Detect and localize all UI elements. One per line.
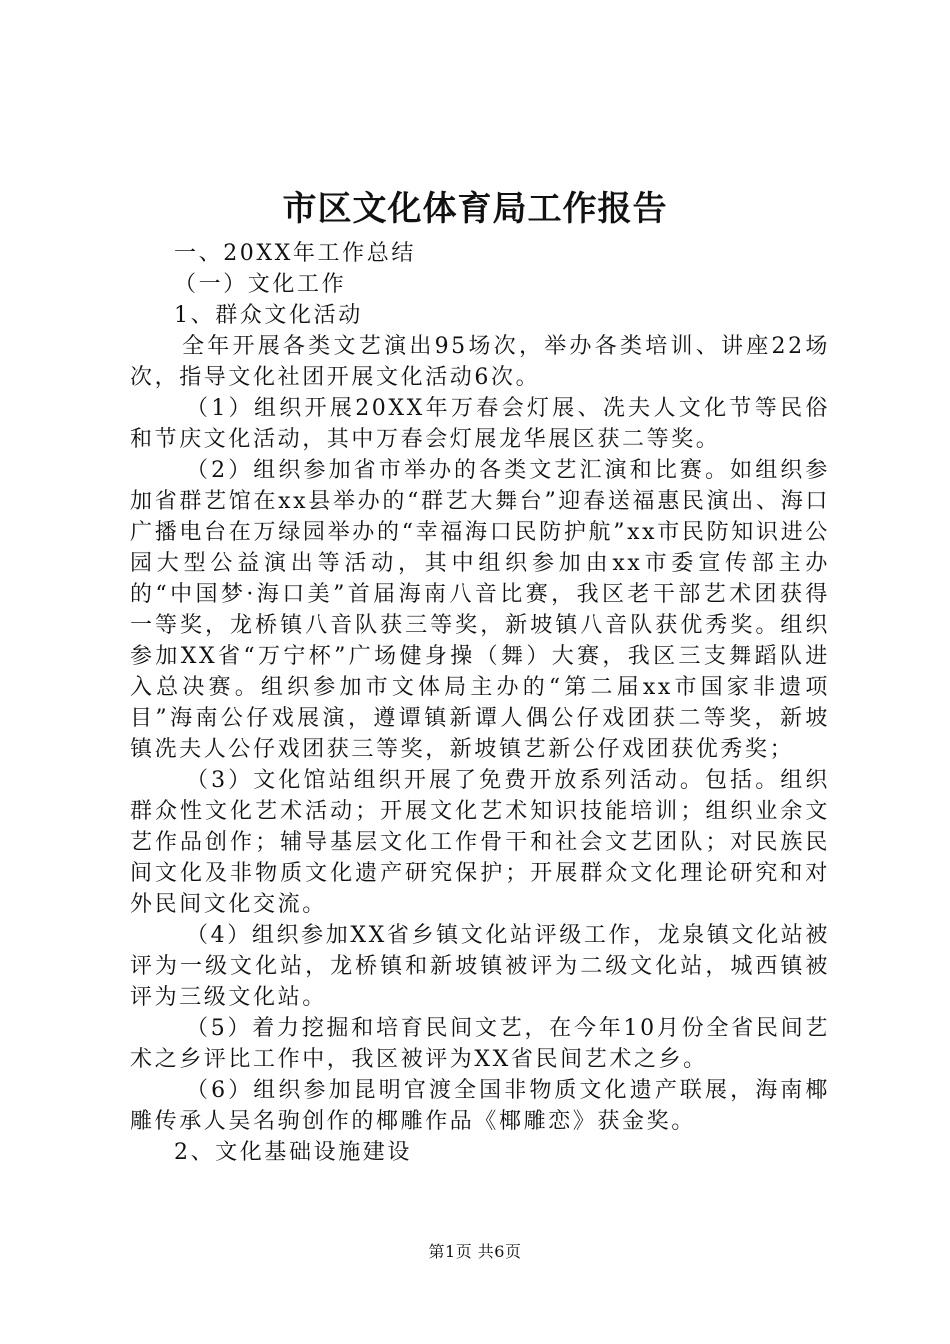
item-heading: 2、文化基础设施建设 (174, 1140, 412, 1165)
subsection-heading: （一）文化工作 (174, 272, 347, 297)
page-footer: 第1页 共6页 (428, 1242, 522, 1261)
section-heading: 一、20XX年工作总结 (174, 241, 416, 266)
body-paragraph: 全年开展各类文艺演出95场次，举办各类培训、讲座22场次，指导文化社团开展文化活动6次。 (130, 334, 830, 390)
body-paragraph: （6）组织参加昆明官渡全国非物质文化遗产联展，海南椰雕传承人吴名驹创作的椰雕作品《椰雕恋》获金奖。 (130, 1078, 830, 1134)
document-body (130, 238, 830, 1168)
body-paragraph: （4）组织参加XX省乡镇文化站评级工作，龙泉镇文化站被评为一级文化站，龙桥镇和新坡镇被评为二级文化站，城西镇被评为三级文化站。 (130, 923, 830, 1010)
body-paragraph: （2）组织参加省市举办的各类文艺汇演和比赛。如组织参加省群艺馆在xx县举办的“群艺大舞台”迎春送福惠民演出、海口广播电台在万绿园举办的“幸福海口民防护航”xx市民防知识进公园大型公益演出等活动，其中组织参加由xx市委宣传部主办的“中国梦·海口美”首届海南八音比赛，我区老干部艺术团获得一等奖，龙桥镇八音队获三等奖，新坡镇八音队获优秀奖。组织参加XX省“万宁杯”广场健身操（舞）大赛，我区三支舞蹈队进入总决赛。组织参加市文体局主办的“第二届xx市国家非遗项目”海南公仔戏展演，遵谭镇新谭人偶公仔戏团获二等奖，新坡镇冼夫人公仔戏团获三等奖，新坡镇艺新公仔戏团获优秀奖； (130, 458, 830, 762)
body-paragraph: （1）组织开展20XX年万春会灯展、冼夫人文化节等民俗和节庆文化活动，其中万春会灯展龙华展区获二等奖。 (130, 396, 830, 452)
body-paragraph: （3）文化馆站组织开展了免费开放系列活动。包括。组织群众性文化艺术活动；开展文化艺术知识技能培训；组织业余文艺作品创作；辅导基层文化工作骨干和社会文艺团队；对民族民间文化及非物质文化遗产研究保护；开展群众文化理论研究和对外民间文化交流。 (130, 768, 830, 917)
item-heading: 1、群众文化活动 (174, 303, 363, 328)
document-title: 市区文化体育局工作报告 (282, 189, 668, 229)
body-paragraph: （5）着力挖掘和培育民间文艺，在今年10月份全省民间艺术之乡评比工作中，我区被评为XX省民间艺术之乡。 (130, 1016, 830, 1072)
